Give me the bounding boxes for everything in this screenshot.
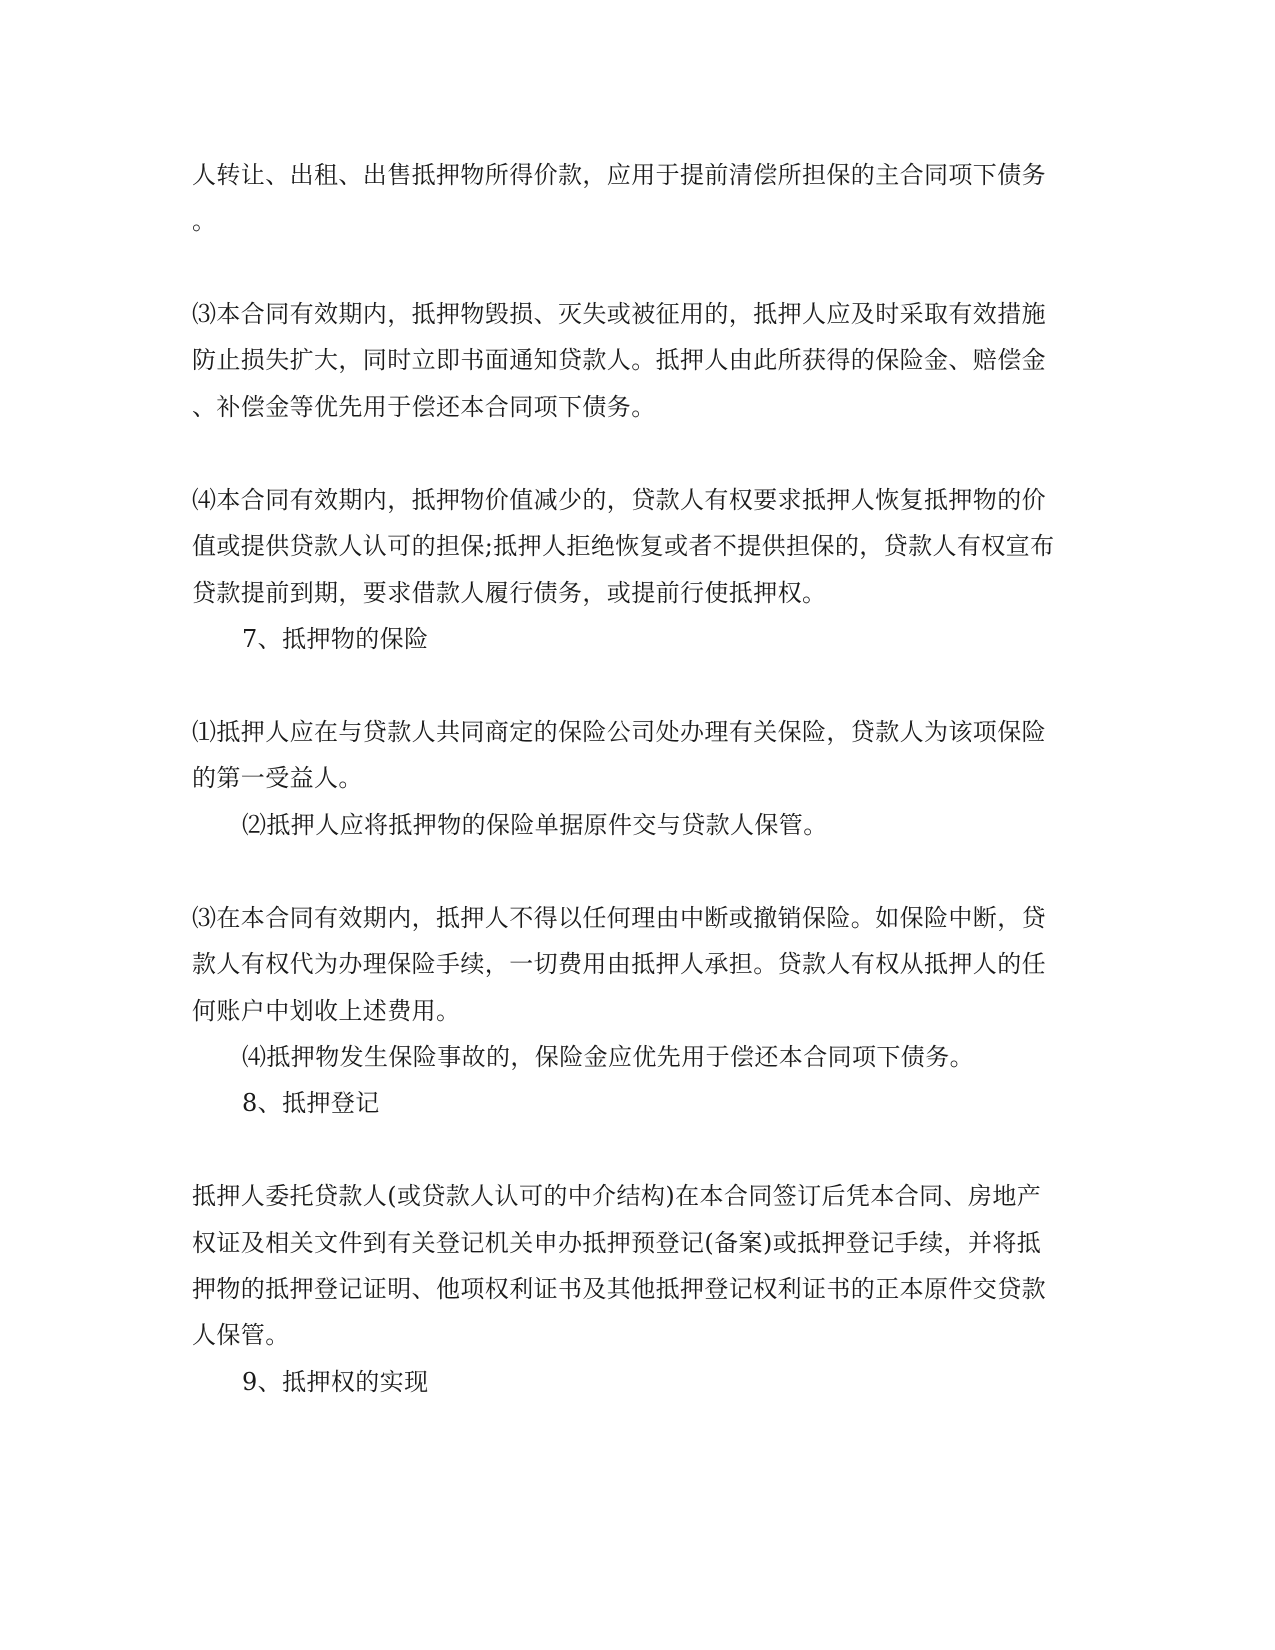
paragraph-line: ⑷抵押物发生保险事故的，保险金应优先用于偿还本合同项下债务。: [242, 1043, 974, 1071]
paragraph-line: 权证及相关文件到有关登记机关申办抵押预登记(备案)或抵押登记手续，并将抵: [192, 1229, 1042, 1257]
paragraph-line: 抵押人委托贷款人(或贷款人认可的中介结构)在本合同签订后凭本合同、房地产: [192, 1182, 1042, 1210]
paragraph-line: 、补偿金等优先用于偿还本合同项下债务。: [192, 393, 656, 421]
paragraph-line: 何账户中划收上述费用。: [192, 997, 461, 1025]
paragraph-line: 人保管。: [192, 1321, 290, 1349]
paragraph-line: 。: [192, 207, 217, 235]
paragraph-line: ⑴抵押人应在与贷款人共同商定的保险公司处办理有关保险，贷款人为该项保险: [192, 718, 1046, 746]
paragraph-line: ⑶在本合同有效期内，抵押人不得以任何理由中断或撤销保险。如保险中断，贷: [192, 904, 1046, 932]
paragraph-line: ⑶本合同有效期内，抵押物毁损、灭失或被征用的，抵押人应及时采取有效措施: [192, 300, 1046, 328]
paragraph-line: 的第一受益人。: [192, 764, 363, 792]
section-heading: 8、抵押登记: [242, 1089, 380, 1117]
section-heading: 9、抵押权的实现: [242, 1368, 429, 1396]
paragraph-line: 押物的抵押登记证明、他项权利证书及其他抵押登记权利证书的正本原件交贷款: [192, 1275, 1046, 1303]
paragraph-line: 贷款提前到期，要求借款人履行债务，或提前行使抵押权。: [192, 579, 827, 607]
paragraph-line: 款人有权代为办理保险手续，一切费用由抵押人承担。贷款人有权从抵押人的任: [192, 950, 1046, 978]
paragraph-line: 防止损失扩大，同时立即书面通知贷款人。抵押人由此所获得的保险金、赔偿金: [192, 346, 1046, 374]
paragraph-line: 人转让、出租、出售抵押物所得价款，应用于提前清偿所担保的主合同项下债务: [192, 161, 1046, 189]
paragraph-line: 值或提供贷款人认可的担保;抵押人拒绝恢复或者不提供担保的，贷款人有权宣布: [192, 532, 1055, 560]
paragraph-line: ⑵抵押人应将抵押物的保险单据原件交与贷款人保管。: [242, 811, 828, 839]
section-heading: 7、抵押物的保险: [242, 625, 429, 653]
paragraph-line: ⑷本合同有效期内，抵押物价值减少的，贷款人有权要求抵押人恢复抵押物的价: [192, 486, 1046, 514]
